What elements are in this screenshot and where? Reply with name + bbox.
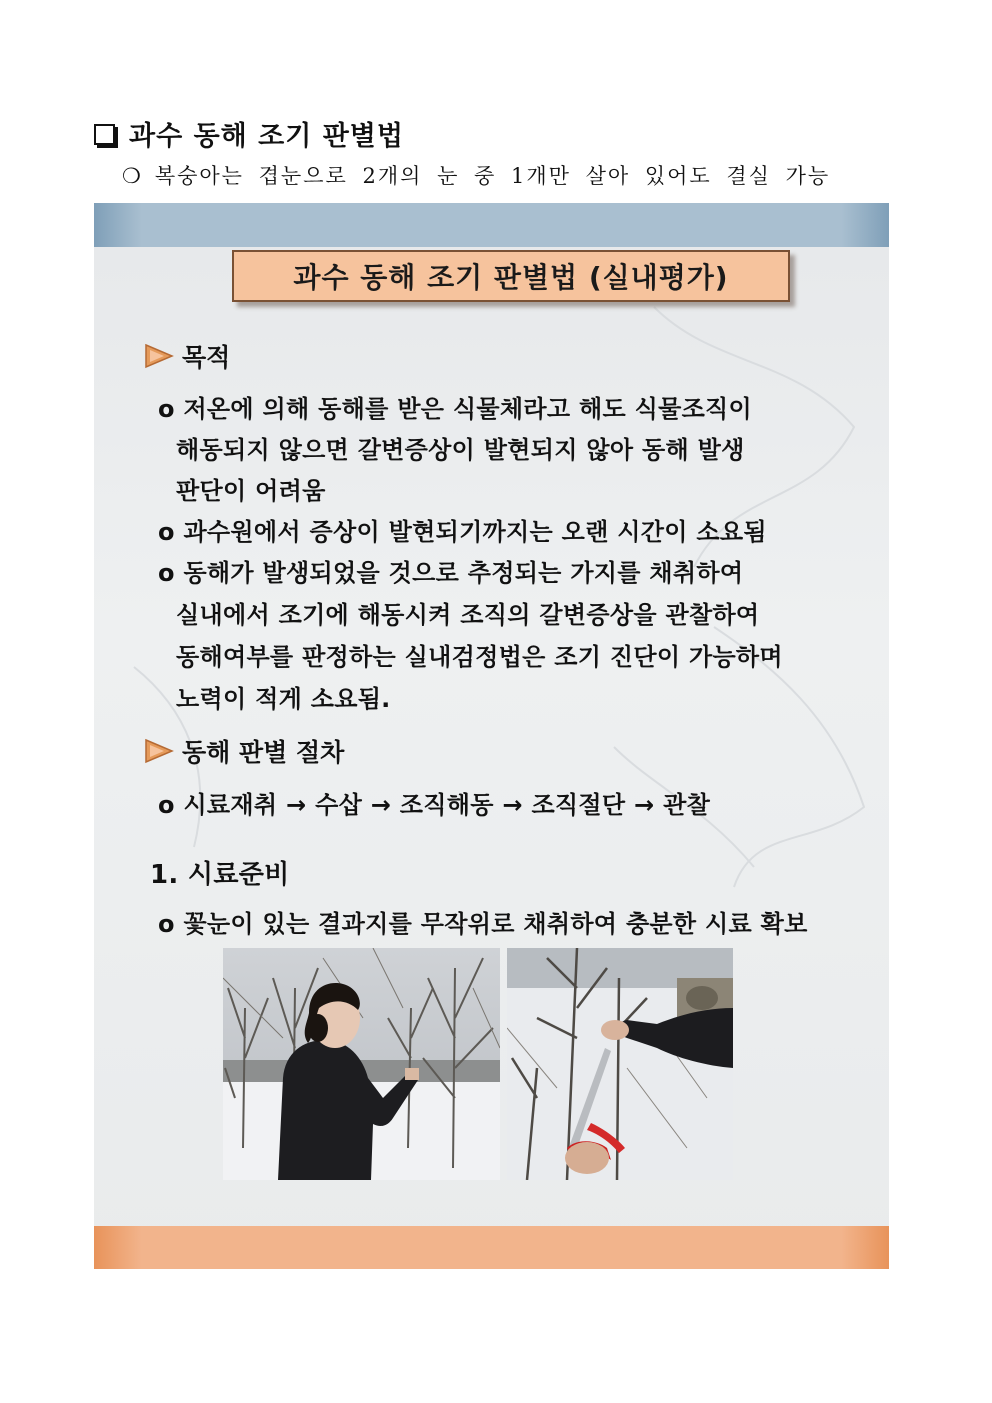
purpose-item-3-line-2: 실내에서 조기에 해동시켜 조직의 갈변증상을 관찰하여 xyxy=(176,601,760,629)
purpose-item-2-line-1: o 과수원에서 증상이 발현되기까지는 오랜 시간이 소요됨 xyxy=(158,518,767,546)
slide-bottom-band xyxy=(94,1226,889,1269)
slide-top-band xyxy=(94,203,889,247)
step1-item: o 꽃눈이 있는 결과지를 무작위로 채취하여 충분한 시료 확보 xyxy=(158,910,808,938)
step1-heading: 1. 시료준비 xyxy=(150,860,290,890)
checkbox-square-icon xyxy=(94,124,115,145)
slide-panel xyxy=(94,203,889,1269)
arrow-right-icon xyxy=(144,738,174,764)
purpose-item-3-line-1: o 동해가 발생되었을 것으로 추정되는 가지를 채취하여 xyxy=(158,559,744,587)
purpose-item-1-line-1: o 저온에 의해 동해를 받은 식물체라고 해도 식물조직이 xyxy=(158,395,753,423)
purpose-item-3-line-3: 동해여부를 판정하는 실내검정법은 조기 진단이 가능하며 xyxy=(176,643,783,671)
section-purpose-heading: 목적 xyxy=(182,343,231,372)
purpose-item-1-line-3: 판단이 어려움 xyxy=(176,477,326,505)
slide-title: 과수 동해 조기 판별법 (실내평가) xyxy=(232,250,790,302)
purpose-item-3-line-4: 노력이 적게 소요됨. xyxy=(176,685,391,713)
section-purpose xyxy=(144,338,230,374)
section-procedure xyxy=(144,733,344,769)
purpose-item-1-line-2: 해동되지 않으면 갈변증상이 발현되지 않아 동해 발생 xyxy=(176,436,745,464)
section-heading xyxy=(94,116,404,150)
arrow-right-icon xyxy=(144,343,174,369)
section-heading-text: 과수 동해 조기 판별법 xyxy=(129,120,404,152)
photo-sampling-person xyxy=(223,948,500,1180)
section-procedure-heading: 동해 판별 절차 xyxy=(182,738,345,767)
procedure-steps: o 시료재취 → 수삽 → 조직해동 → 조직절단 → 관찰 xyxy=(158,791,711,819)
circle-bullet: ❍ xyxy=(122,164,143,188)
intro-text: 복숭아는 겹눈으로 2개의 눈 중 1개만 살아 있어도 결실 가능 xyxy=(154,164,831,188)
intro-line xyxy=(122,160,830,190)
photo-pruning-shears xyxy=(507,948,733,1180)
